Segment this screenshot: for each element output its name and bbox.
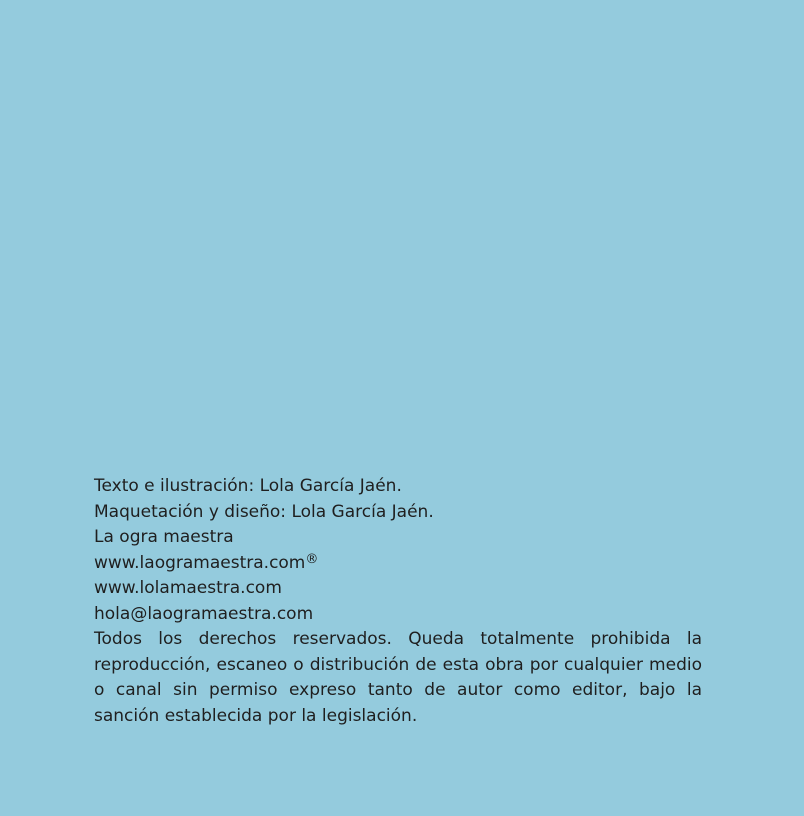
registered-trademark-symbol: ® <box>305 551 319 567</box>
contact-email: hola@laogramaestra.com <box>94 603 314 624</box>
layout-design-credit: Maquetación y diseño: Lola García Jaén. <box>94 501 434 522</box>
secondary-website: www.lolamaestra.com <box>94 578 282 598</box>
credits-block <box>94 474 702 729</box>
publisher-name: La ogra maestra <box>94 527 234 547</box>
primary-website: www.laogramaestra.com <box>94 552 306 573</box>
copyright-notice: Todos los derechos reservados. Queda totalmente prohibida la reproducción, escaneo o distribución de esta obra por cualquier medio o canal sin permiso expreso tanto de autor como editor, bajo la sanción establecida por la legislación. <box>94 629 702 726</box>
primary-website-line <box>94 551 702 577</box>
text-illustration-credit: Texto e ilustración: Lola García Jaén. <box>94 476 402 496</box>
